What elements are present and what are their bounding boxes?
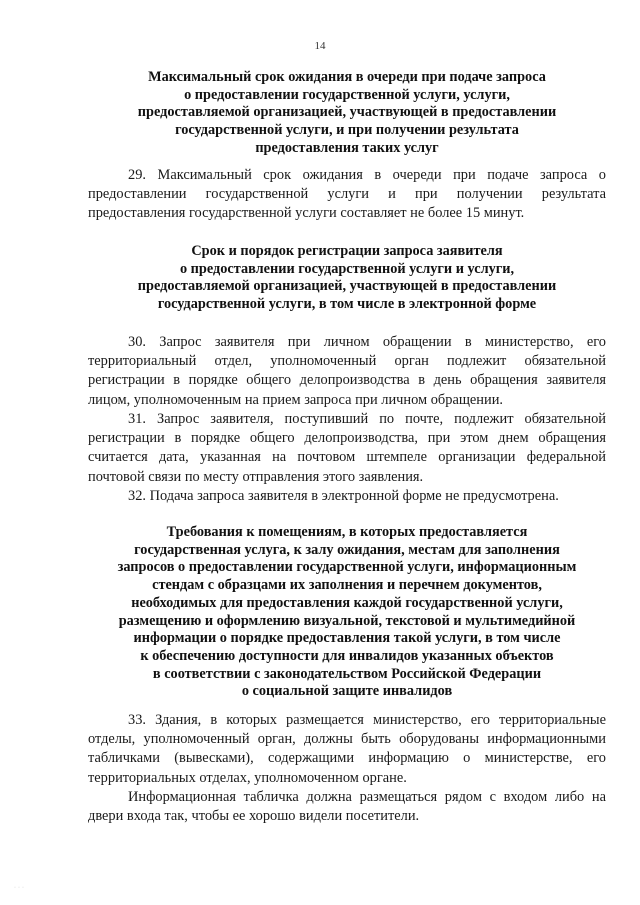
- section-heading-premises-requirements: [88, 524, 606, 701]
- paragraph-33: 33. Здания, в которых размещается министерство, его территориальные отделы, уполномоченный орган, должны быть оборудованы информационными табличками (вывесками), содержащими информацию о министерстве, его территориальных отделах, уполномоченном органе.: [88, 712, 606, 786]
- heading-line: размещению и оформлению визуальной, текстовой и мультимедийной: [118, 612, 576, 629]
- paragraph-31: 31. Запрос заявителя, поступивший по почте, подлежит обязательной регистрации в порядке общего делопроизводства, при этом днем обращения считается дата, указанная на почтовом штемпеле организации федеральной почтовой связи по месту отправления этого заявления.: [88, 411, 606, 485]
- section-heading-registration: [88, 243, 606, 314]
- heading-line: запросов о предоставлении государственной услуги, информационным: [117, 559, 577, 576]
- paragraph-32: 32. Подача запроса заявителя в электронной форме не предусмотрена.: [128, 488, 559, 504]
- heading-line: Требования к помещениям, в которых предоставляется: [166, 524, 528, 540]
- heading-line: необходимых для предоставления каждой государственной услуги,: [131, 594, 563, 611]
- heading-line: государственной услуги, в том числе в электронной форме: [157, 296, 537, 313]
- heading-line: предоставляемой организацией, участвующей в предоставлении: [137, 104, 557, 121]
- paragraph-30: 30. Запрос заявителя при личном обращении в министерство, его территориальный отдел, уполномоченный орган подлежит обязательной регистрации в порядке общего делопроизводства в день обращения заявителя лицом, уполномоченным на прием запроса при личном обращении.: [88, 334, 606, 408]
- heading-line: предоставления таких услуг: [255, 139, 439, 156]
- heading-line: в соответствии с законодательством Российской Федерации: [152, 665, 542, 682]
- paragraph-29: 29. Максимальный срок ожидания в очереди при подаче запроса о предоставлении государственной услуги и при получении результата предоставления государственной услуги составляет не более 15 минут.: [88, 167, 606, 222]
- heading-line: государственной услуги, и при получении результата: [175, 122, 519, 139]
- heading-line: о предоставлении государственной услуги и услуги,: [179, 260, 515, 277]
- heading-line: о предоставлении государственной услуги, услуги,: [184, 86, 510, 103]
- paragraph-33-continued: Информационная табличка должна размещаться рядом с входом либо на двери входа так, чтобы ее хорошо видели посетители.: [88, 789, 606, 825]
- page-number: 14: [314, 40, 326, 52]
- heading-line: государственная услуга, к залу ожидания, местам для заполнения: [134, 541, 560, 558]
- heading-line: информации о порядке предоставления такой услуги, в том числе: [133, 630, 561, 647]
- section-heading-queue-wait: [88, 69, 606, 158]
- heading-line: Максимальный срок ожидания в очереди при подаче запроса: [148, 69, 546, 85]
- heading-line: Срок и порядок регистрации запроса заявителя: [191, 243, 503, 259]
- heading-line: предоставляемой организацией, участвующей в предоставлении: [137, 278, 557, 295]
- heading-line: к обеспечению доступности для инвалидов указанных объектов: [140, 647, 554, 664]
- heading-line: о социальной защите инвалидов: [241, 683, 453, 700]
- scan-corner-mark: ···: [14, 885, 26, 891]
- heading-line: стендам с образцами их заполнения и перечнем документов,: [152, 577, 542, 594]
